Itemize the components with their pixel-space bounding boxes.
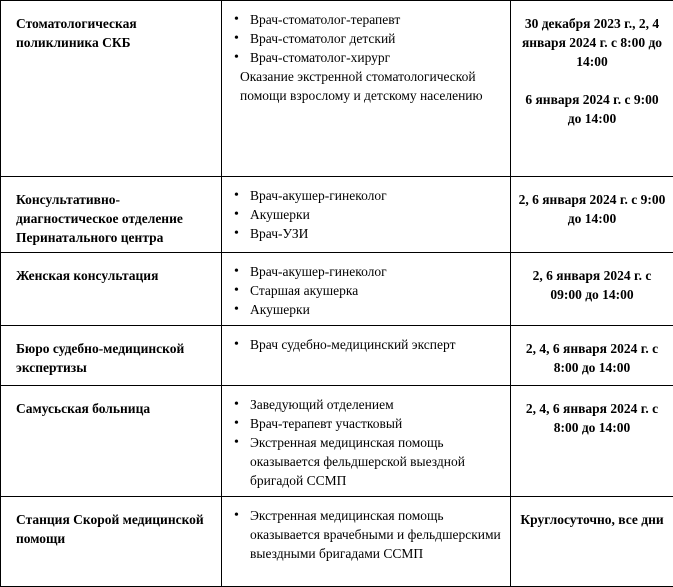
schedule-line: 30 декабря 2023 г., 2, 4 января 2024 г. с 8:00 до 14:00 <box>517 14 667 71</box>
list-item: • Врач судебно-медицинский эксперт <box>232 335 506 354</box>
schedule-text <box>511 1 673 136</box>
list-item: • Врач-стоматолог-терапевт <box>232 10 506 29</box>
schedule-line: 2, 6 января 2024 г. с 09:00 до 14:00 <box>517 266 667 304</box>
staff-list <box>222 326 510 360</box>
table-row <box>1 253 673 326</box>
list-item: • Заведующий отделением <box>232 395 506 414</box>
staff-list <box>222 497 510 569</box>
table-row <box>1 177 673 253</box>
schedule-text <box>511 253 673 312</box>
list-item: • Врач-УЗИ <box>232 224 506 243</box>
list-item: • Экстренная медицинская помощь оказывается врачебными и фельдшерскими выездными бригадами ССМП <box>232 506 506 563</box>
institution-name: Станция Скорой медицинской помощи <box>1 497 221 548</box>
staff-list <box>222 253 510 325</box>
schedule-text <box>511 177 673 236</box>
institution-name: Самусьская больница <box>1 386 221 418</box>
service-note: Оказание экстренной стоматологической помощи взрослому и детскому населению <box>232 67 506 105</box>
schedule-text <box>511 386 673 445</box>
list-item: • Врач-терапевт участковый <box>232 414 506 433</box>
table-row <box>1 1 673 177</box>
schedule-line: 6 января 2024 г. с 9:00 до 14:00 <box>517 90 667 128</box>
schedule-line: 2, 4, 6 января 2024 г. с 8:00 до 14:00 <box>517 339 667 377</box>
institution-name: Стоматологическая поликлиника СКБ <box>1 1 221 52</box>
staff-list <box>222 386 510 496</box>
table-row <box>1 386 673 497</box>
schedule-text <box>511 497 673 537</box>
schedule-line: 2, 4, 6 января 2024 г. с 8:00 до 14:00 <box>517 399 667 437</box>
list-item: • Врач-акушер-гинеколог <box>232 262 506 281</box>
list-item: • Врач-стоматолог детский <box>232 29 506 48</box>
schedule-line: Круглосуточно, все дни <box>517 510 667 529</box>
list-item: • Экстренная медицинская помощь оказывается фельдшерской выездной бригадой ССМП <box>232 433 506 490</box>
list-item: • Старшая акушерка <box>232 281 506 300</box>
schedule-line: 2, 6 января 2024 г. с 9:00 до 14:00 <box>517 190 667 228</box>
list-item: • Врач-стоматолог-хирург <box>232 48 506 67</box>
list-item: • Врач-акушер-гинеколог <box>232 186 506 205</box>
table-row <box>1 326 673 386</box>
list-item: • Акушерки <box>232 205 506 224</box>
table-row <box>1 497 673 587</box>
staff-list <box>222 1 510 111</box>
institution-name: Женская консультация <box>1 253 221 285</box>
schedule-text <box>511 326 673 385</box>
staff-list <box>222 177 510 249</box>
institution-name: Бюро судебно-медицинской экспертизы <box>1 326 221 377</box>
list-item: • Акушерки <box>232 300 506 319</box>
institution-name: Консультативно-диагностическое отделение Перинатального центра <box>1 177 221 247</box>
